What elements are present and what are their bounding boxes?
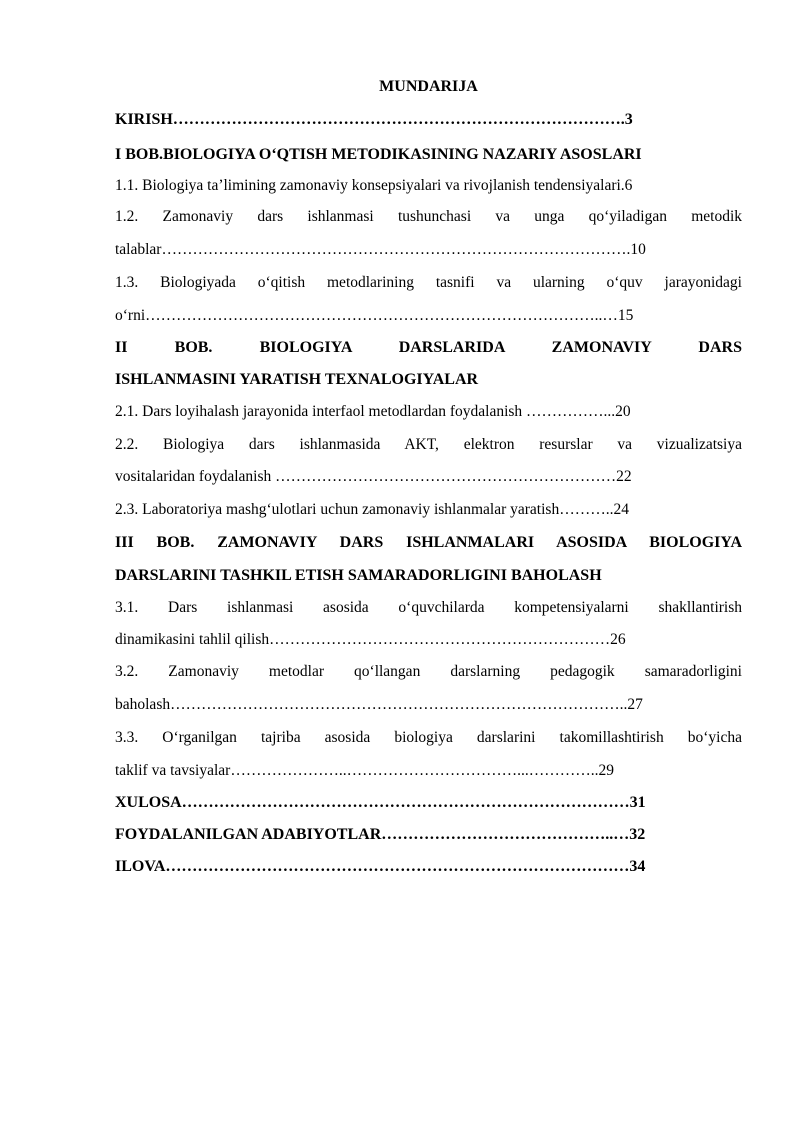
toc-entry-2-3: 2.3. Laboratoriya mashg‘ulotlari uchun zamonaviy ishlanmalar yaratish………..24 bbox=[115, 501, 629, 518]
toc-entry-1-1: 1.1. Biologiya ta’limining zamonaviy konsepsiyalari va rivojlanish tendensiyalari.6 bbox=[115, 177, 633, 194]
toc-entry-1-2-line2: talablar……………………………………………………………………………….10 bbox=[115, 241, 646, 258]
toc-entry-3-2-line2: baholash……………………………………………………………………………..27 bbox=[115, 696, 643, 713]
toc-entry-3-3-line2: taklif va tavsiyalar…………………..……………………………...…………..29 bbox=[115, 762, 614, 779]
chapter-2-heading-line1: II BOB. BIOLOGIYA DARSLARIDA ZAMONAVIY DARS bbox=[115, 339, 742, 356]
toc-entry-3-1-line1: 3.1. Dars ishlanmasi asosida o‘quvchilarda kompetensiyalarni shakllantirish bbox=[115, 599, 742, 616]
chapter-2-heading-line2: ISHLANMASINI YARATISH TEXNALOGIYALAR bbox=[115, 371, 479, 388]
toc-entry-1-3-line2: o‘rni……………………………………………………………………………..…15 bbox=[115, 307, 634, 324]
chapter-1-heading: I BOB.BIOLOGIYA O‘QTISH METODIKASINING NAZARIY ASOSLARI bbox=[115, 146, 642, 163]
toc-entry-2-2-line1: 2.2. Biologiya dars ishlanmasida AKT, elektron resurslar va vizualizatsiya bbox=[115, 436, 742, 453]
toc-entry-1-3-line1: 1.3. Biologiyada o‘qitish metodlarining tasnifi va ularning o‘quv jarayonidagi bbox=[115, 274, 742, 291]
toc-entry-kirish: KIRISH………………………………………………………………………….3 bbox=[115, 111, 633, 128]
toc-entry-2-2-line2: vositalaridan foydalanish …………………………………………………………22 bbox=[115, 468, 632, 485]
toc-entry-3-3-line1: 3.3. O‘rganilgan tajriba asosida biologiya darslarini takomillashtirish bo‘yicha bbox=[115, 729, 742, 746]
toc-entry-ilova: ILOVA……………………………………………………………………………34 bbox=[115, 858, 646, 875]
toc-entry-3-2-line1: 3.2. Zamonaviy metodlar qo‘llangan darslarning pedagogik samaradorligini bbox=[115, 663, 742, 680]
toc-title: MUNDARIJA bbox=[379, 78, 478, 95]
toc-entry-1-2-line1: 1.2. Zamonaviy dars ishlanmasi tushunchasi va unga qo‘yiladigan metodik bbox=[115, 208, 742, 225]
toc-entry-adabiyotlar: FOYDALANILGAN ADABIYOTLAR……………………………………..…32 bbox=[115, 826, 646, 843]
chapter-3-heading-line1: III BOB. ZAMONAVIY DARS ISHLANMALARI ASOSIDA BIOLOGIYA bbox=[115, 534, 742, 551]
toc-entry-2-1: 2.1. Dars loyihalash jarayonida interfaol metodlardan foydalanish ……………...20 bbox=[115, 403, 631, 420]
chapter-3-heading-line2: DARSLARINI TASHKIL ETISH SAMARADORLIGINI BAHOLASH bbox=[115, 567, 602, 584]
toc-entry-xulosa: XULOSA…………………………………………………………………………31 bbox=[115, 794, 646, 811]
toc-entry-3-1-line2: dinamikasini tahlil qilish…………………………………………………………26 bbox=[115, 631, 626, 648]
